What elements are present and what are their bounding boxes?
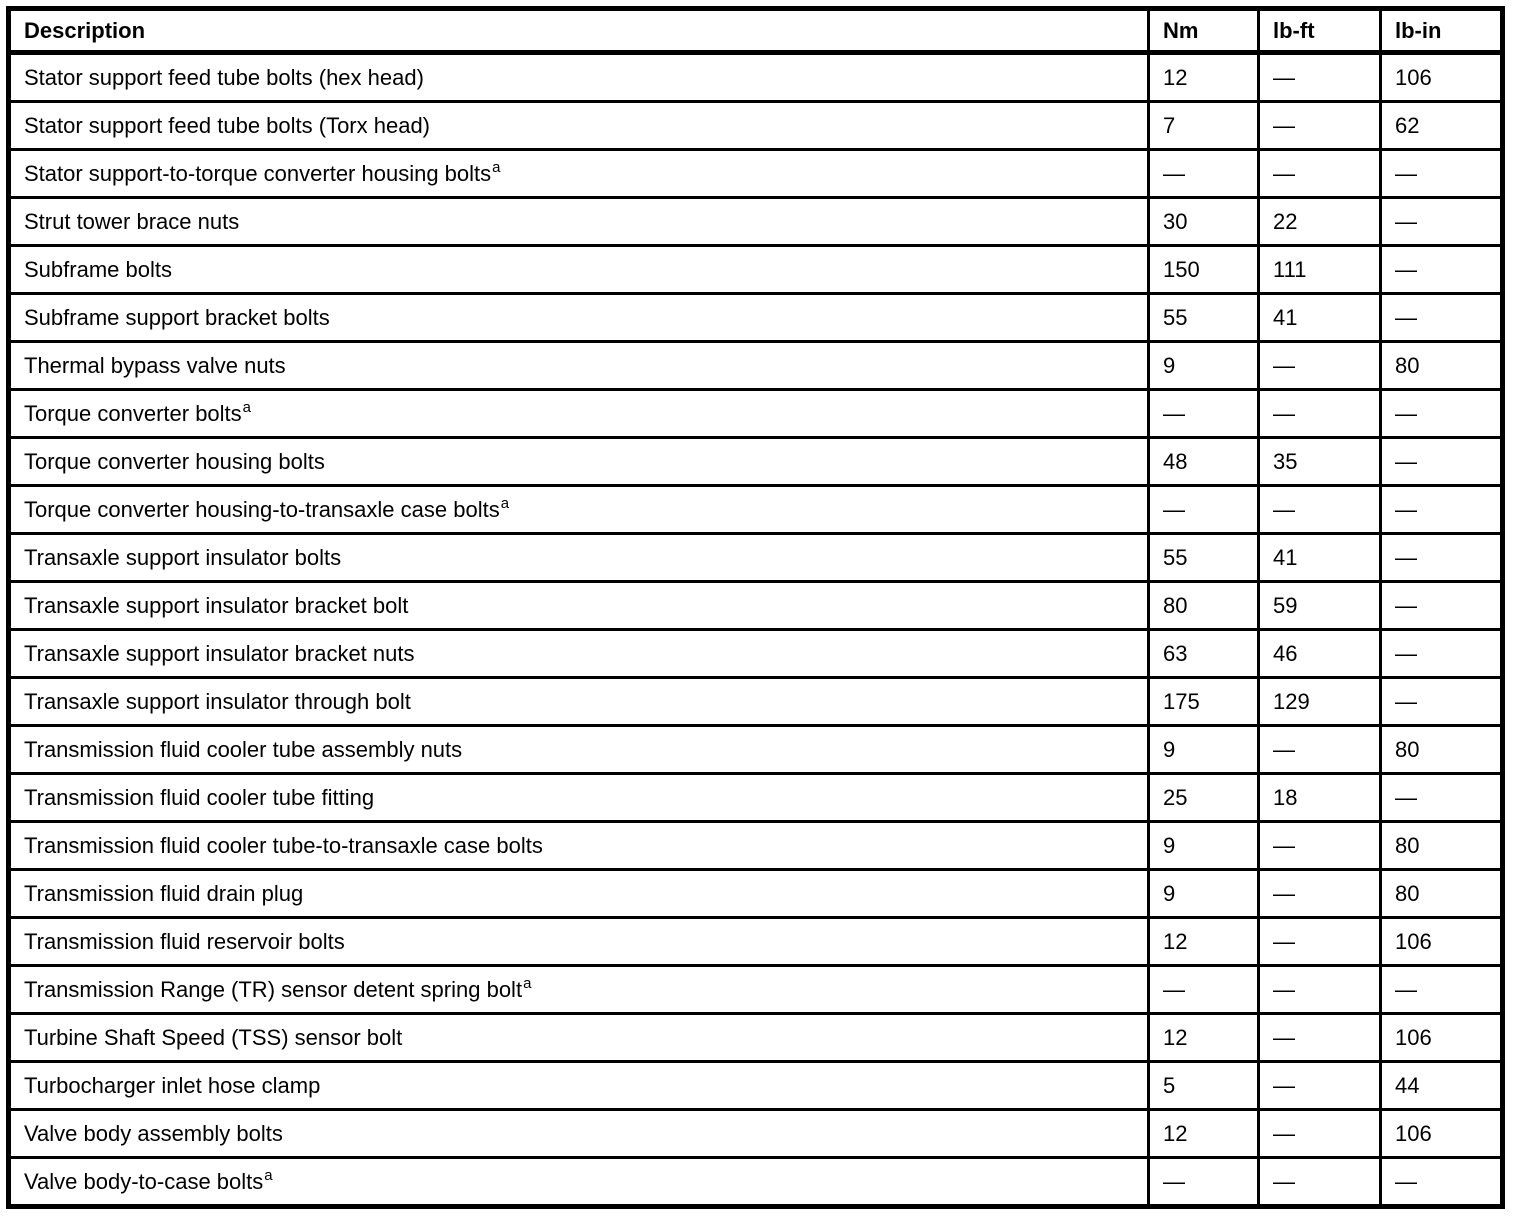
cell-nm: — xyxy=(1149,390,1259,438)
table-row xyxy=(9,390,1503,438)
cell-description xyxy=(9,198,1149,246)
cell-lb-ft: 46 xyxy=(1259,630,1381,678)
footnote-marker: a xyxy=(492,159,501,177)
cell-description xyxy=(9,918,1149,966)
description-text: Transaxle support insulator bolts xyxy=(24,544,342,570)
description-text: Torque converter bolts xyxy=(24,400,242,426)
cell-description xyxy=(9,1062,1149,1110)
cell-lb-ft: — xyxy=(1259,1062,1381,1110)
table-row xyxy=(9,1110,1503,1158)
cell-description xyxy=(9,246,1149,294)
cell-description xyxy=(9,150,1149,198)
description-text: Turbine Shaft Speed (TSS) sensor bolt xyxy=(24,1024,403,1050)
table-row xyxy=(9,630,1503,678)
cell-lb-ft: — xyxy=(1259,1014,1381,1062)
cell-nm: — xyxy=(1149,150,1259,198)
cell-description xyxy=(9,774,1149,822)
cell-nm: 12 xyxy=(1149,918,1259,966)
table-row xyxy=(9,53,1503,102)
cell-lb-ft: — xyxy=(1259,1158,1381,1207)
table-row xyxy=(9,1014,1503,1062)
cell-lb-ft: — xyxy=(1259,726,1381,774)
cell-description xyxy=(9,630,1149,678)
table-row xyxy=(9,534,1503,582)
cell-nm: 48 xyxy=(1149,438,1259,486)
cell-lb-ft: — xyxy=(1259,486,1381,534)
cell-lb-ft: — xyxy=(1259,102,1381,150)
cell-description xyxy=(9,294,1149,342)
cell-description xyxy=(9,438,1149,486)
description-text: Torque converter housing-to-transaxle case bolts xyxy=(24,496,500,522)
cell-lb-ft: 41 xyxy=(1259,534,1381,582)
cell-lb-ft: — xyxy=(1259,150,1381,198)
description-text: Transmission fluid cooler tube-to-transaxle case bolts xyxy=(24,832,543,858)
cell-lb-in: — xyxy=(1381,486,1503,534)
cell-nm: 12 xyxy=(1149,1014,1259,1062)
cell-lb-in: — xyxy=(1381,294,1503,342)
footnote-marker: a xyxy=(264,1167,273,1185)
table-header xyxy=(9,9,1503,53)
cell-lb-ft: — xyxy=(1259,870,1381,918)
cell-lb-ft: — xyxy=(1259,342,1381,390)
table-row xyxy=(9,294,1503,342)
cell-lb-in: — xyxy=(1381,678,1503,726)
cell-lb-in: — xyxy=(1381,966,1503,1014)
description-text: Transmission Range (TR) sensor detent spring bolt xyxy=(24,976,523,1002)
table-row xyxy=(9,438,1503,486)
cell-lb-ft: — xyxy=(1259,390,1381,438)
cell-description xyxy=(9,486,1149,534)
cell-lb-ft: 22 xyxy=(1259,198,1381,246)
table-row xyxy=(9,246,1503,294)
header-lb-in: lb-in xyxy=(1381,9,1503,53)
description-text: Strut tower brace nuts xyxy=(24,208,240,234)
cell-description xyxy=(9,342,1149,390)
cell-lb-ft: — xyxy=(1259,966,1381,1014)
cell-description xyxy=(9,726,1149,774)
table-body xyxy=(9,53,1503,1207)
cell-description xyxy=(9,966,1149,1014)
description-text: Subframe support bracket bolts xyxy=(24,304,330,330)
header-lb-ft: lb-ft xyxy=(1259,9,1381,53)
cell-nm: 9 xyxy=(1149,822,1259,870)
cell-lb-ft: 41 xyxy=(1259,294,1381,342)
description-text: Torque converter housing bolts xyxy=(24,448,325,474)
cell-lb-in: — xyxy=(1381,534,1503,582)
cell-lb-in: — xyxy=(1381,246,1503,294)
table-row xyxy=(9,678,1503,726)
cell-lb-in: 80 xyxy=(1381,342,1503,390)
cell-lb-ft: — xyxy=(1259,918,1381,966)
cell-lb-in: 106 xyxy=(1381,1110,1503,1158)
description-text: Transaxle support insulator bracket bolt xyxy=(24,592,409,618)
cell-nm: 12 xyxy=(1149,1110,1259,1158)
cell-lb-in: — xyxy=(1381,630,1503,678)
cell-nm: 175 xyxy=(1149,678,1259,726)
table-row xyxy=(9,1158,1503,1207)
table-row xyxy=(9,774,1503,822)
cell-lb-in: 44 xyxy=(1381,1062,1503,1110)
cell-nm: 55 xyxy=(1149,534,1259,582)
cell-nm: 30 xyxy=(1149,198,1259,246)
description-text: Stator support-to-torque converter housing bolts xyxy=(24,160,492,186)
cell-description xyxy=(9,1110,1149,1158)
cell-lb-ft: — xyxy=(1259,822,1381,870)
cell-nm: — xyxy=(1149,966,1259,1014)
description-text: Transaxle support insulator through bolt xyxy=(24,688,411,714)
cell-lb-in: 106 xyxy=(1381,53,1503,102)
cell-lb-in: 62 xyxy=(1381,102,1503,150)
description-text: Valve body-to-case bolts xyxy=(24,1168,264,1194)
footnote-marker: a xyxy=(500,495,510,513)
description-text: Stator support feed tube bolts (Torx head) xyxy=(24,112,431,138)
cell-lb-ft: — xyxy=(1259,53,1381,102)
cell-nm: 150 xyxy=(1149,246,1259,294)
cell-nm: 63 xyxy=(1149,630,1259,678)
table-row xyxy=(9,870,1503,918)
table-row xyxy=(9,822,1503,870)
cell-lb-ft: 35 xyxy=(1259,438,1381,486)
cell-description xyxy=(9,53,1149,102)
cell-description xyxy=(9,870,1149,918)
cell-description xyxy=(9,534,1149,582)
cell-nm: — xyxy=(1149,486,1259,534)
cell-nm: 9 xyxy=(1149,726,1259,774)
cell-description xyxy=(9,102,1149,150)
table-row xyxy=(9,102,1503,150)
table-row xyxy=(9,582,1503,630)
cell-lb-ft: 18 xyxy=(1259,774,1381,822)
description-text: Transmission fluid cooler tube fitting xyxy=(24,784,375,810)
cell-nm: 9 xyxy=(1149,870,1259,918)
description-text: Transmission fluid reservoir bolts xyxy=(24,928,345,954)
table-row xyxy=(9,918,1503,966)
cell-description xyxy=(9,582,1149,630)
header-nm: Nm xyxy=(1149,9,1259,53)
table-row xyxy=(9,342,1503,390)
cell-lb-in: 106 xyxy=(1381,918,1503,966)
footnote-marker: a xyxy=(523,975,532,993)
cell-lb-in: — xyxy=(1381,438,1503,486)
cell-lb-ft: — xyxy=(1259,1110,1381,1158)
table-row xyxy=(9,486,1503,534)
description-text: Valve body assembly bolts xyxy=(24,1120,283,1146)
cell-description xyxy=(9,390,1149,438)
cell-lb-in: — xyxy=(1381,1158,1503,1207)
table-row xyxy=(9,1062,1503,1110)
cell-lb-in: — xyxy=(1381,150,1503,198)
description-text: Stator support feed tube bolts (hex head) xyxy=(24,64,424,90)
description-text: Transmission fluid cooler tube assembly nuts xyxy=(24,736,463,762)
torque-spec-table xyxy=(6,6,1505,1209)
cell-nm: — xyxy=(1149,1158,1259,1207)
footnote-marker: a xyxy=(242,399,251,417)
cell-lb-in: — xyxy=(1381,582,1503,630)
description-text: Transmission fluid drain plug xyxy=(24,880,304,906)
cell-lb-in: 80 xyxy=(1381,870,1503,918)
table-row xyxy=(9,966,1503,1014)
cell-lb-in: — xyxy=(1381,198,1503,246)
cell-description xyxy=(9,822,1149,870)
header-row xyxy=(9,9,1503,53)
cell-lb-in: 80 xyxy=(1381,726,1503,774)
cell-nm: 7 xyxy=(1149,102,1259,150)
cell-description xyxy=(9,1158,1149,1207)
header-description: Description xyxy=(9,9,1149,53)
cell-nm: 12 xyxy=(1149,53,1259,102)
cell-lb-in: 106 xyxy=(1381,1014,1503,1062)
cell-description xyxy=(9,1014,1149,1062)
cell-nm: 80 xyxy=(1149,582,1259,630)
cell-lb-in: 80 xyxy=(1381,822,1503,870)
cell-lb-in: — xyxy=(1381,774,1503,822)
cell-nm: 9 xyxy=(1149,342,1259,390)
description-text: Turbocharger inlet hose clamp xyxy=(24,1072,321,1098)
cell-nm: 25 xyxy=(1149,774,1259,822)
description-text: Subframe bolts xyxy=(24,256,172,282)
description-text: Transaxle support insulator bracket nuts xyxy=(24,640,415,666)
table-row xyxy=(9,150,1503,198)
cell-description xyxy=(9,678,1149,726)
table-row xyxy=(9,198,1503,246)
description-text: Thermal bypass valve nuts xyxy=(24,352,286,378)
cell-lb-ft: 111 xyxy=(1259,246,1381,294)
cell-lb-ft: 129 xyxy=(1259,678,1381,726)
cell-nm: 5 xyxy=(1149,1062,1259,1110)
cell-nm: 55 xyxy=(1149,294,1259,342)
cell-lb-in: — xyxy=(1381,390,1503,438)
cell-lb-ft: 59 xyxy=(1259,582,1381,630)
table-row xyxy=(9,726,1503,774)
